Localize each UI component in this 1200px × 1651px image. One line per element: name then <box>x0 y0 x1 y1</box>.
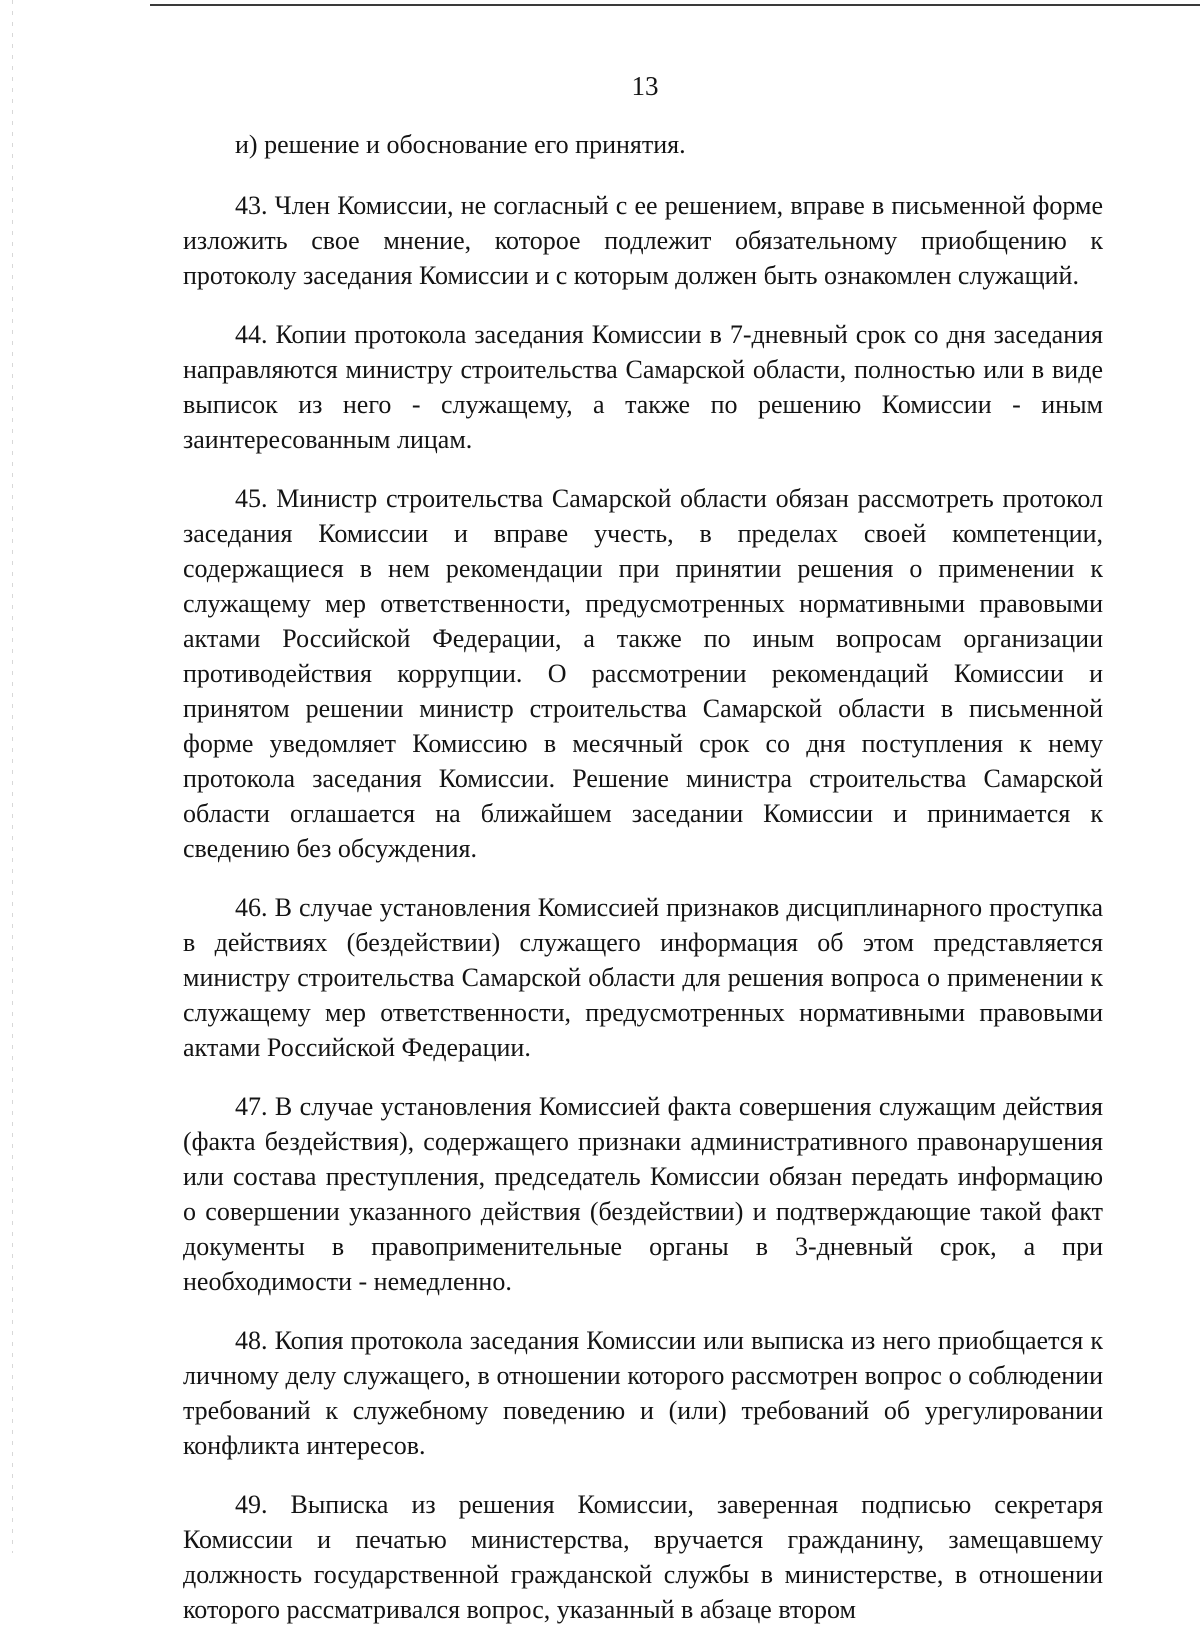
paragraph-46: 46. В случае установления Комиссией признаков дисциплинарного проступка в действиях (бездействии) служащего информация об этом представляется министру строительства Самарской области для решения вопроса о применении к служащему мер ответственности, предусмотренных нормативными правовыми актами Российской Федерации. <box>183 893 1103 1062</box>
page-number: 13 <box>631 71 659 101</box>
paragraph-48: 48. Копия протокола заседания Комиссии или выписка из него приобщается к личному делу служащего, в отношении которого рассмотрен вопрос о соблюдении требований к служебному поведению и (или) требований об урегулировании конфликта интересов. <box>183 1326 1103 1460</box>
paragraph-47: 47. В случае установления Комиссией факта совершения служащим действия (факта бездействия), содержащего признаки административного правонарушения или состава преступления, председатель Комиссии обязан передать информацию о совершении указанного действия (бездействии) и подтверждающие такой факт документы в правоприменительные органы в 3-дневный срок, а при необходимости - немедленно. <box>183 1092 1103 1296</box>
paragraph-44: 44. Копии протокола заседания Комиссии в 7-дневный срок со дня заседания направляются министру строительства Самарской области, полностью или в виде выписок из него - служащему, а также по решению Комиссии - иным заинтересованным лицам. <box>183 320 1103 454</box>
paragraph-item-i: и) решение и обоснование его принятия. <box>235 130 686 159</box>
paragraph-49: 49. Выписка из решения Комиссии, заверенная подписью секретаря Комиссии и печатью министерства, вручается гражданину, замещавшему должность государственной гражданской службы в министерстве, в отношении которого рассматривался вопрос, указанный в абзаце втором <box>183 1490 1103 1624</box>
paragraph-43: 43. Член Комиссии, не согласный с ее решением, вправе в письменной форме изложить свое мнение, которое подлежит обязательному приобщению к протоколу заседания Комиссии и с которым должен быть ознакомлен служащий. <box>183 191 1103 290</box>
paragraph-45: 45. Министр строительства Самарской области обязан рассмотреть протокол заседания Комиссии и вправе учесть, в пределах своей компетенции, содержащиеся в нем рекомендации при принятии решения о применении к служащему мер ответственности, предусмотренных нормативными правовыми актами Российской Федерации, а также по иным вопросам организации противодействия коррупции. О рассмотрении рекомендаций Комиссии и принятом решении министр строительства Самарской области в письменной форме уведомляет Комиссию в месячный срок со дня поступления к нему протокола заседания Комиссии. Решение министра строительства Самарской области оглашается на ближайшем заседании Комиссии и принимается к сведению без обсуждения. <box>183 484 1103 863</box>
document-body <box>183 127 1103 1651</box>
scan-top-edge <box>150 4 1200 6</box>
scan-left-edge <box>12 0 13 1553</box>
